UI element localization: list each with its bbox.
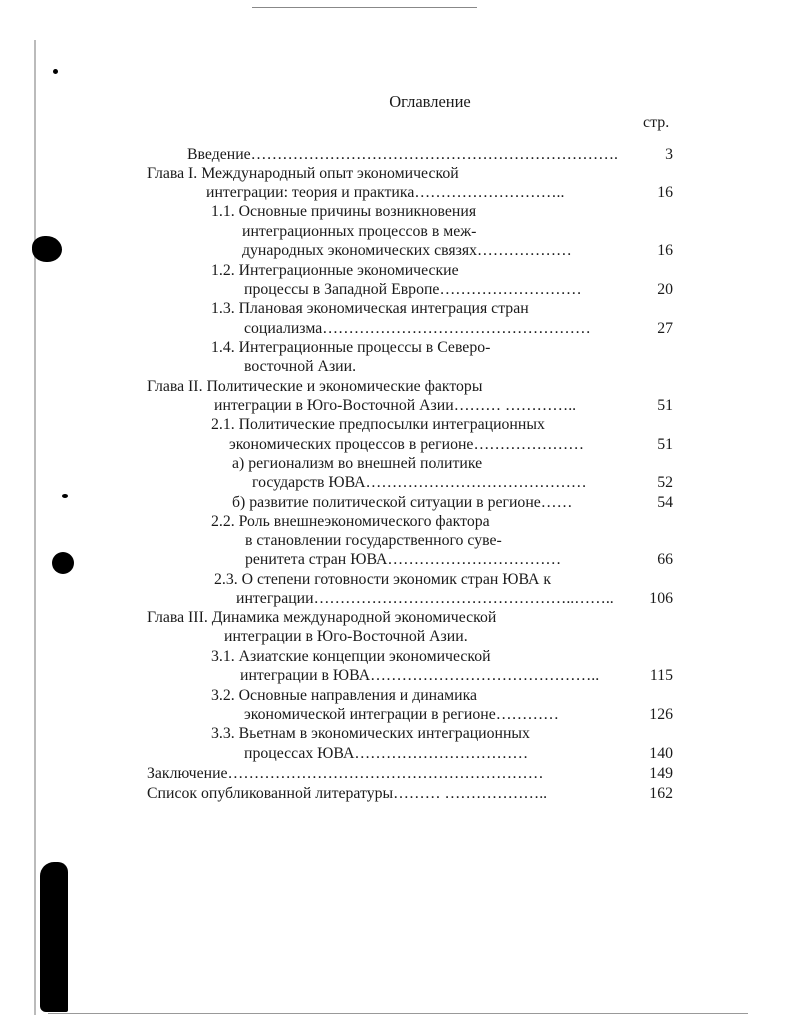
page-column-header: стр. bbox=[643, 114, 670, 131]
toc-entry-page: 51 bbox=[657, 436, 673, 453]
toc-entry-text: Введение……………………………………………………………. bbox=[187, 146, 618, 163]
toc-entry-page: 54 bbox=[657, 494, 673, 511]
toc-entry-text: 2.2. Роль внешнеэкономического фактора bbox=[211, 513, 490, 530]
toc-entry-text: дународных экономических связях……………… bbox=[242, 242, 572, 259]
toc-entry-text: процессах ЮВА…………………………… bbox=[244, 745, 529, 762]
toc-entry-text: ренитета стран ЮВА…………………………… bbox=[245, 551, 562, 568]
toc-entry-text: а) регионализм во внешней политике bbox=[232, 455, 483, 472]
toc-entry-page: 16 bbox=[657, 184, 673, 201]
toc-entry-text: интеграционных процессов в меж- bbox=[242, 223, 477, 240]
toc-entry-text: интеграции в Юго-Восточной Азии. bbox=[224, 628, 468, 645]
toc-entry-text: 2.1. Политические предпосылки интеграционных bbox=[211, 416, 545, 433]
toc-entry-text: социализма…………………………………………… bbox=[244, 320, 591, 337]
toc-entry-page: 51 bbox=[657, 397, 673, 414]
toc-entry-text: восточной Азии. bbox=[244, 358, 357, 375]
toc-entry-page: 126 bbox=[649, 706, 673, 723]
toc-entry-text: 1.2. Интеграционные экономические bbox=[211, 262, 459, 279]
toc-entry-page: 149 bbox=[649, 765, 673, 782]
toc-entry-text: б) развитие политической ситуации в регионе…… bbox=[232, 494, 573, 511]
toc-entry-page: 115 bbox=[649, 667, 673, 684]
toc-entry-page: 66 bbox=[657, 551, 673, 568]
toc-entry-text: интеграции в ЮВА…………………………………….. bbox=[240, 667, 600, 684]
toc-entry-text: государств ЮВА…………………………………… bbox=[252, 474, 587, 491]
toc-entry-page: 162 bbox=[649, 785, 673, 802]
toc-entry-text: интеграции…………………………………………..…….. bbox=[236, 590, 614, 607]
toc-entry-text: в становлении государственного суве- bbox=[245, 532, 502, 549]
toc-entry-text: 1.3. Плановая экономическая интеграция стран bbox=[211, 300, 529, 317]
toc-entry-text: 2.3. О степени готовности экономик стран ЮВА к bbox=[214, 571, 552, 588]
toc-entry-page: 52 bbox=[657, 474, 673, 491]
toc-entry-text: Глава I. Международный опыт экономической bbox=[147, 165, 459, 182]
toc-entry-text: 1.4. Интеграционные процессы в Северо- bbox=[211, 339, 491, 356]
toc-entry-text: Глава III. Динамика международной экономической bbox=[147, 609, 497, 626]
toc-entry-text: Глава II. Политические и экономические факторы bbox=[147, 378, 483, 395]
toc-entry-page: 3 bbox=[665, 146, 673, 163]
toc-entry-text: 3.2. Основные направления и динамика bbox=[211, 687, 478, 704]
toc-entry-text: интеграции в Юго-Восточной Азии……… ………….. bbox=[214, 397, 577, 414]
toc-entry-page: 27 bbox=[657, 320, 673, 337]
toc-entry-text: 3.1. Азиатские концепции экономической bbox=[211, 648, 491, 665]
toc-entry-text: 1.1. Основные причины возникновения bbox=[211, 203, 477, 220]
toc-entry-page: 140 bbox=[649, 745, 673, 762]
toc-title: Оглавление bbox=[389, 92, 471, 111]
toc-entry-text: Список опубликованной литературы……… ……………….. bbox=[147, 785, 548, 802]
toc-entry-text: процессы в Западной Европе……………………… bbox=[244, 281, 582, 298]
toc-entry-page: 20 bbox=[657, 281, 673, 298]
toc-entry-text: экономической интеграции в регионе………… bbox=[244, 706, 559, 723]
toc-entry-text: 3.3. Вьетнам в экономических интеграционных bbox=[211, 725, 530, 742]
toc-entry-text: интеграции: теория и практика……………………….. bbox=[206, 184, 565, 201]
toc-entry-text: экономических процессов в регионе………………… bbox=[229, 436, 585, 453]
toc-entry-page: 16 bbox=[657, 242, 673, 259]
toc-entry-text: Заключение…………………………………………………… bbox=[147, 765, 544, 782]
toc-entry-page: 106 bbox=[649, 590, 673, 607]
